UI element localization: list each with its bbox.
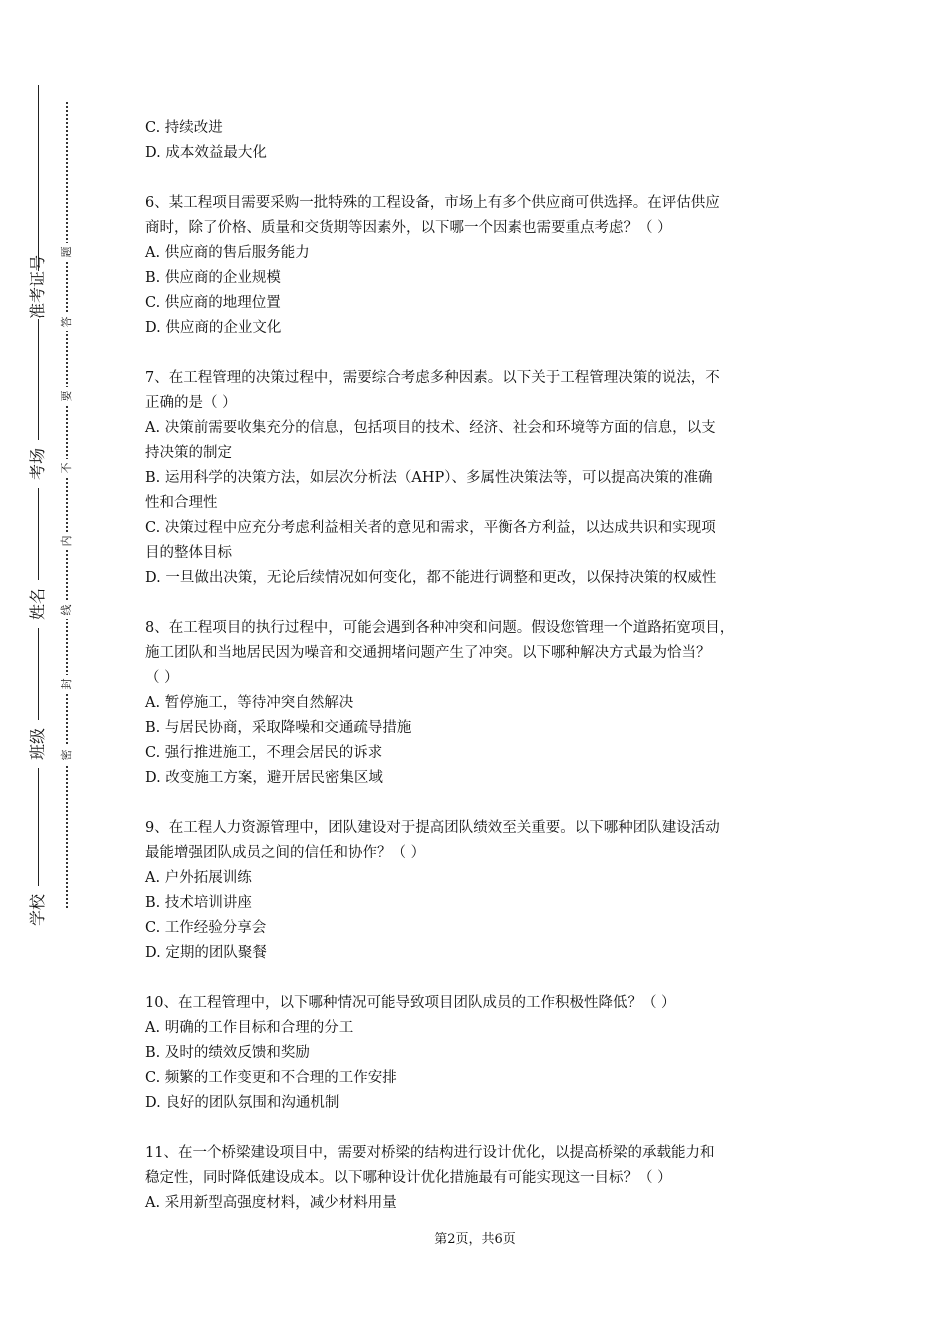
question-content <box>145 116 810 1216</box>
option-a: A. 户外拓展训练 <box>145 870 252 886</box>
option-d: D. 定期的团队聚餐 <box>145 945 267 961</box>
question-7 <box>145 366 810 591</box>
question-stem: 最能增强团队成员之间的信任和协作？（ ） <box>145 845 426 861</box>
option-a: A. 决策前需要收集充分的信息，包括项目的技术、经济、社会和环境等方面的信息，以支 <box>145 420 716 436</box>
seal-char: 封 <box>58 675 76 693</box>
option-a: A. 供应商的售后服务能力 <box>145 245 310 261</box>
seal-char: 题 <box>58 243 76 261</box>
option-a: A. 暂停施工，等待冲突自然解决 <box>145 695 354 711</box>
question-stem: 7、在工程管理的决策过程中，需要综合考虑多种因素。以下关于工程管理决策的说法，不 <box>145 370 720 386</box>
question-8 <box>145 616 810 791</box>
option-b: 性和合理性 <box>145 495 218 511</box>
seal-char: 要 <box>58 387 76 405</box>
option-c: C. 工作经验分享会 <box>145 920 267 936</box>
option-c: C. 持续改进 <box>145 120 223 136</box>
binding-margin <box>0 0 110 1344</box>
option-b: B. 技术培训讲座 <box>145 895 252 911</box>
option-c: C. 决策过程中应充分考虑利益相关者的意见和需求，平衡各方利益，以达成共识和实现项 <box>145 520 716 536</box>
question-9 <box>145 816 810 966</box>
page-number: 第2页，共6页 <box>434 1232 516 1247</box>
option-d: D. 成本效益最大化 <box>145 145 267 161</box>
option-a: A. 明确的工作目标和合理的分工 <box>145 1020 354 1036</box>
seal-char: 密 <box>58 746 76 764</box>
question-10 <box>145 991 810 1116</box>
question-stem: 9、在工程人力资源管理中，团队建设对于提高团队绩效至关重要。以下哪种团队建设活动 <box>145 820 720 836</box>
seal-char: 不 <box>58 459 76 477</box>
option-b: B. 与居民协商，采取降噪和交通疏导措施 <box>145 720 412 736</box>
option-c: C. 强行推进施工，不理会居民的诉求 <box>145 745 383 761</box>
seal-char: 内 <box>58 532 76 550</box>
question-stem: 10、在工程管理中，以下哪种情况可能导致项目团队成员的工作积极性降低？（ ） <box>145 995 676 1011</box>
question-11 <box>145 1141 810 1216</box>
class-label: 班级 <box>26 720 50 768</box>
option-c: C. 频繁的工作变更和不合理的工作安排 <box>145 1070 397 1086</box>
option-b: B. 运用科学的决策方法，如层次分析法（AHP）、多属性决策法等，可以提高决策的准确 <box>145 470 713 486</box>
question-stem: 商时，除了价格、质量和交货期等因素外，以下哪一个因素也需要重点考虑？（ ） <box>145 220 672 236</box>
question-stem: 施工团队和当地居民因为噪音和交通拥堵问题产生了冲突。以下哪种解决方式最为恰当？ <box>145 645 711 661</box>
answer-bracket: （ ） <box>145 670 179 686</box>
admission-number-label: 准考证号 <box>26 271 50 319</box>
school-label: 学校 <box>26 886 50 934</box>
question-stem: 正确的是（ ） <box>145 395 237 411</box>
exam-room-label: 考场 <box>26 440 50 488</box>
seal-char: 线 <box>58 601 76 619</box>
question-stem: 8、在工程项目的执行过程中，可能会遇到各种冲突和问题。假设您管理一个道路拓宽项目， <box>145 620 735 636</box>
option-a: 持决策的制定 <box>145 445 232 461</box>
option-d: D. 一旦做出决策，无论后续情况如何变化，都不能进行调整和更改，以保持决策的权威性 <box>145 570 717 586</box>
name-label: 姓名 <box>26 580 50 628</box>
option-d: D. 供应商的企业文化 <box>145 320 282 336</box>
question-stem: 11、在一个桥梁建设项目中，需要对桥梁的结构进行设计优化，以提高桥梁的承载能力和 <box>145 1145 715 1161</box>
seal-dotted-line <box>66 102 68 908</box>
question-stem: 6、某工程项目需要采购一批特殊的工程设备，市场上有多个供应商可供选择。在评估供应 <box>145 195 720 211</box>
option-c: C. 供应商的地理位置 <box>145 295 281 311</box>
option-c: 目的整体目标 <box>145 545 232 561</box>
question-stem: 稳定性，同时降低建设成本。以下哪种设计优化措施最有可能实现这一目标？（ ） <box>145 1170 672 1186</box>
question-6 <box>145 191 810 341</box>
question-5-tail <box>145 116 810 166</box>
option-d: D. 良好的团队氛围和沟通机制 <box>145 1095 340 1111</box>
option-b: B. 供应商的企业规模 <box>145 270 281 286</box>
option-a: A. 采用新型高强度材料，减少材料用量 <box>145 1195 397 1211</box>
seal-char: 答 <box>58 313 76 331</box>
option-d: D. 改变施工方案，避开居民密集区域 <box>145 770 383 786</box>
option-b: B. 及时的绩效反馈和奖励 <box>145 1045 310 1061</box>
binding-line <box>38 85 39 925</box>
